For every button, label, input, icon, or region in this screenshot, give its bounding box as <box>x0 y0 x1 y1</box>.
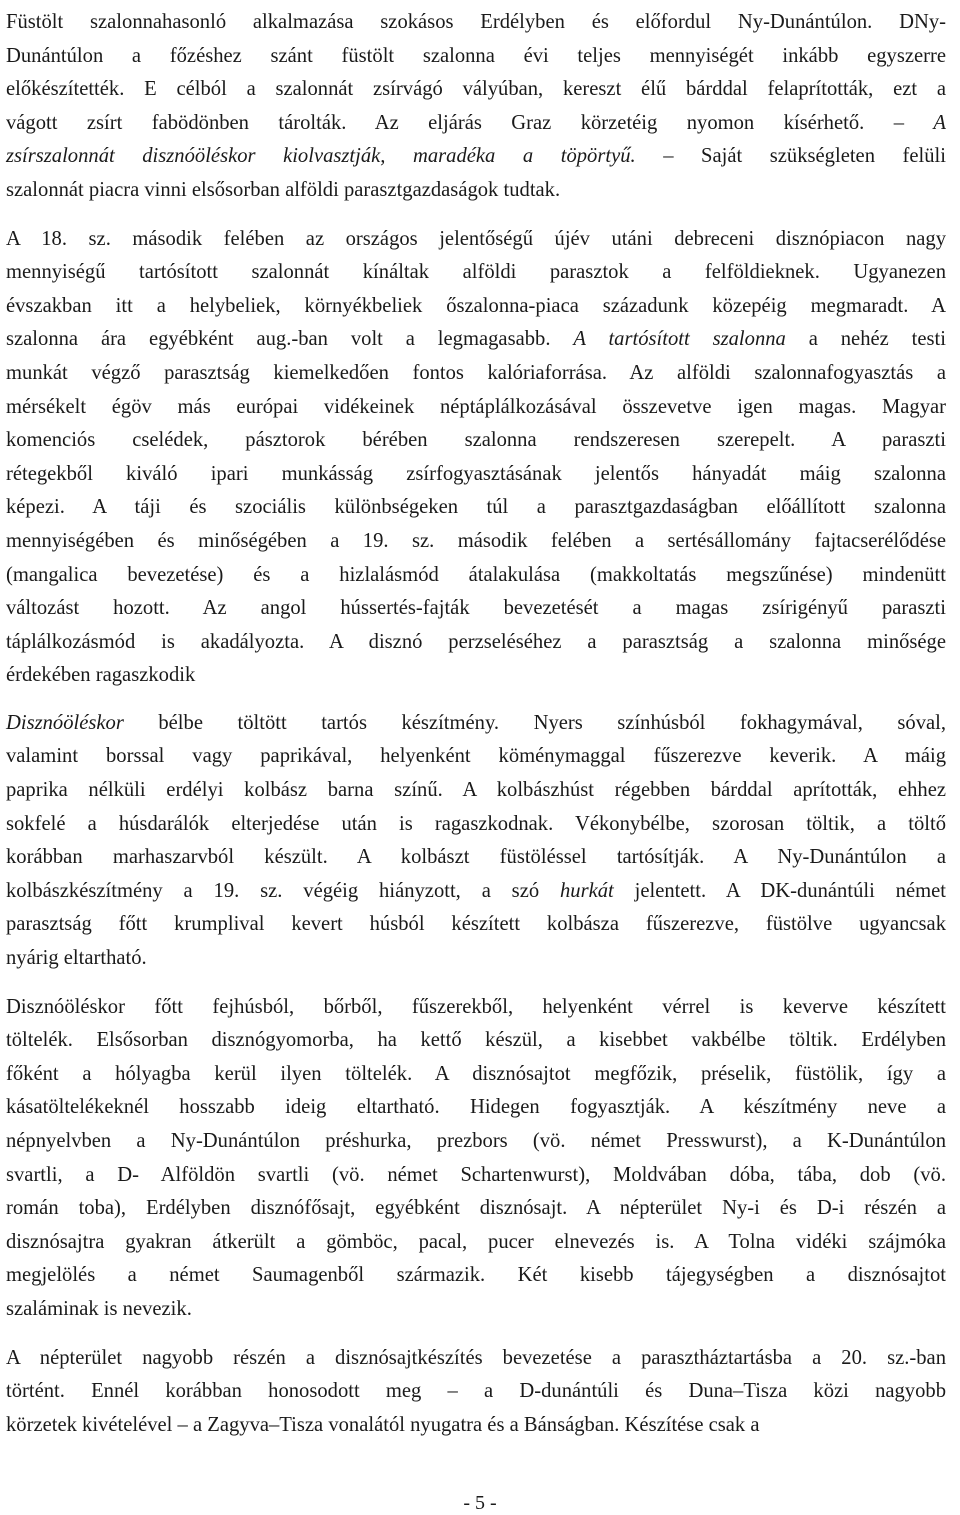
text-run: disznósajtra gyakran átkerült a gömböc, pacal, pucer elnevezés is. A Tolna vidéki szájmóka <box>6 1230 946 1253</box>
text-line <box>6 774 946 808</box>
text-line <box>6 559 946 593</box>
text-line <box>6 875 946 909</box>
text-run: Füstölt szalonnahasonló alkalmazása szokásos Erdélyben és előfordul Ny-Dunántúlon. DNy- <box>6 11 946 33</box>
text-run: mennyiségű tartósított szalonnát kínáltak alföldi parasztok a felföldieknek. Ugyanezen <box>6 261 946 284</box>
text-run: szalonna ára egyébként aug.-ban volt a legmagasabb. <box>6 328 574 351</box>
text-line <box>6 740 946 774</box>
text-line <box>6 140 946 174</box>
text-run: népnyelvben a Ny-Dunántúlon préshurka, prezbors (vö. német Presswurst), a K-Dunántúlon <box>6 1130 946 1152</box>
text-run: töltelék. Elsősorban disznógyomorba, ha kettő készül, a kisebbet vakbélbe töltik. Erdélyben <box>6 1029 946 1052</box>
text-run: komenciós cselédek, pásztorok bérében szalonna rendszeresen szerepelt. A paraszti <box>6 429 946 452</box>
italic-text: hurkát <box>560 879 614 902</box>
text-run: Disznóöléskor főtt fejhúsból, bőrből, fűszerekből, helyenként vérrel is keverve készített <box>6 995 946 1018</box>
text-run: szalonnát piacra vinni elsősorban alföldi parasztgazdaságok tudtak. <box>6 178 561 201</box>
text-run: jelentett. A DK-dunántúli német <box>613 879 946 902</box>
paragraph-bacon-market <box>6 223 946 693</box>
text-run: rétegekből kiváló ipari munkásság zsírfogyasztásának jelentős hányadát máig szalonna <box>6 462 946 485</box>
text-line <box>6 73 946 107</box>
text-line <box>6 841 946 875</box>
text-run: körzetek kivételével – a Zagyva–Tisza vonalától nyugatra és a Bánságban. Készítése csak a <box>6 1413 760 1436</box>
text-run: román toba), Erdélyben disznófősajt, egyébként disznósajt. A népterület Ny-i és D-i részén a <box>6 1197 946 1220</box>
italic-text: A tartósított szalonna <box>573 328 786 351</box>
text-line <box>6 659 946 693</box>
text-run: a nehéz testi <box>785 328 946 351</box>
text-line <box>6 1375 946 1409</box>
text-run: táplálkozásmód is akadályozta. A disznó perzseléséhez a parasztság a szalonna minősége <box>6 630 946 653</box>
text-run: svartli, a D- Alföldön svartli (vö. német Schartenwurst), Moldvában dóba, tába, dob (vö. <box>6 1163 946 1186</box>
text-line <box>6 1342 946 1376</box>
text-line <box>6 107 946 141</box>
text-run: – Saját szükségleten felüli <box>635 145 946 168</box>
text-line <box>6 491 946 525</box>
italic-text: Disznóöléskor <box>6 711 124 734</box>
text-run: munkát végző parasztság kiemelkedően fontos kalóriaforrása. Az alföldi szalonnafogyasztás a <box>6 361 946 384</box>
text-line <box>6 6 946 40</box>
document-page <box>6 0 946 1442</box>
text-run: változást hozott. Az angol hússertés-fajták bevezetését a magas zsírigényű paraszti <box>6 597 946 620</box>
text-run: Dunántúlon a főzéshez szánt füstölt szalonna évi teljes mennyiségét inkább egyszerre <box>6 44 946 67</box>
text-run: képezi. A táji és szociális különbségeken túl a parasztgazdaságban előállított szalonna <box>6 496 946 519</box>
text-run: mérsékelt égöv más európai vidékeinek néptáplálkozásával összevetve igen magas. Magyar <box>6 395 946 418</box>
text-run: paprika nélküli erdélyi kolbász barna színű. A kolbászhúst régebben bárddal aprították, ehhez <box>6 779 946 802</box>
text-run: parasztság főtt krumplival kevert húsból készített kolbásza fűszerezve, füstölve ugyancsak <box>6 913 946 936</box>
text-run: bélbe töltött tartós készítmény. Nyers színhúsból fokhagymával, sóval, <box>123 711 946 734</box>
text-line <box>6 1226 946 1260</box>
text-line <box>6 391 946 425</box>
text-run: sokfelé a húsdarálók elterjedése után is ragaszkodnak. Vékonybélbe, szorosan töltik, a töltő <box>6 812 946 835</box>
text-line <box>6 40 946 74</box>
text-run: főként a hólyagba kerül ilyen töltelék. A disznósajtot megfőzik, préselik, füstölik, így a <box>6 1062 946 1085</box>
text-run: A népterület nagyobb részén a disznósajtkészítés bevezetése a parasztháztartásba a 20. sz.-ban <box>6 1346 946 1369</box>
text-run: kásatöltelékeknél hosszabb ideig eltartható. Hidegen fogyasztják. A készítmény neve a <box>6 1096 946 1119</box>
text-line <box>6 908 946 942</box>
paragraph-head-cheese-spread <box>6 1342 946 1443</box>
text-run: korábban marhaszarvból készült. A kolbászt füstöléssel tartósítják. A Ny-Dunántúlon a <box>6 846 946 869</box>
text-run: évszakban itt a helybeliek, környékbeliek őszalonna-piaca századunk közepéig megmaradt. A <box>6 294 946 317</box>
paragraph-sausage <box>6 707 946 976</box>
text-run: vágott zsírt fabödönben tárolták. Az eljárás Graz körzetéig nyomon kísérhető. – <box>6 111 934 134</box>
paragraph-head-cheese <box>6 991 946 1327</box>
text-line <box>6 1293 946 1327</box>
text-run: valamint borssal vagy paprikával, helyenként köménymaggal fűszerezve keverik. A máig <box>6 745 946 768</box>
paragraph-smoked-bacon <box>6 6 946 208</box>
text-run: (mangalica bevezetése) és a hizlalásmód átalakulása (makkoltatás megszűnése) mindenütt <box>6 563 946 586</box>
text-run: megjelölés a német Saumagenből származik. Két kisebb tájegységben a disznósajtot <box>6 1264 946 1287</box>
text-run: történt. Ennél korábban honosodott meg – a D-dunántúli és Duna–Tisza közi nagyobb <box>6 1380 946 1403</box>
text-line <box>6 1259 946 1293</box>
italic-text: A <box>933 111 946 134</box>
text-line <box>6 424 946 458</box>
text-line <box>6 223 946 257</box>
text-line <box>6 1192 946 1226</box>
text-line <box>6 1159 946 1193</box>
page-number: - 5 - <box>463 1492 497 1514</box>
text-line <box>6 323 946 357</box>
text-run: nyárig eltartható. <box>6 947 147 970</box>
text-line <box>6 1058 946 1092</box>
text-run: A 18. sz. második felében az országos jelentőségű újév utáni debreceni disznópiacon nagy <box>6 227 946 250</box>
text-line <box>6 256 946 290</box>
text-run: érdekében ragaszkodik <box>6 664 196 687</box>
text-line <box>6 357 946 391</box>
text-line <box>6 707 946 741</box>
text-run: kolbászkészítmény a 19. sz. végéig hiányzott, a szó <box>6 879 560 902</box>
text-line <box>6 991 946 1025</box>
text-line <box>6 174 946 208</box>
text-line <box>6 525 946 559</box>
text-line <box>6 626 946 660</box>
text-line <box>6 592 946 626</box>
text-line <box>6 1125 946 1159</box>
text-line <box>6 808 946 842</box>
text-run: szaláminak is nevezik. <box>6 1297 192 1320</box>
text-run: előkészítették. E célból a szalonnát zsírvágó vályúban, kereszt élű bárddal felaprították, ezt a <box>6 78 946 101</box>
text-line <box>6 458 946 492</box>
text-line <box>6 1091 946 1125</box>
text-run: mennyiségében és minőségében a 19. sz. második felében a sertésállomány fajtacserélődése <box>6 529 946 552</box>
text-line <box>6 1024 946 1058</box>
text-line <box>6 290 946 324</box>
italic-text: zsírszalonnát disznóöléskor kiolvasztják, maradéka a töpörtyű. <box>6 145 636 168</box>
text-line <box>6 1409 946 1443</box>
text-line <box>6 942 946 976</box>
